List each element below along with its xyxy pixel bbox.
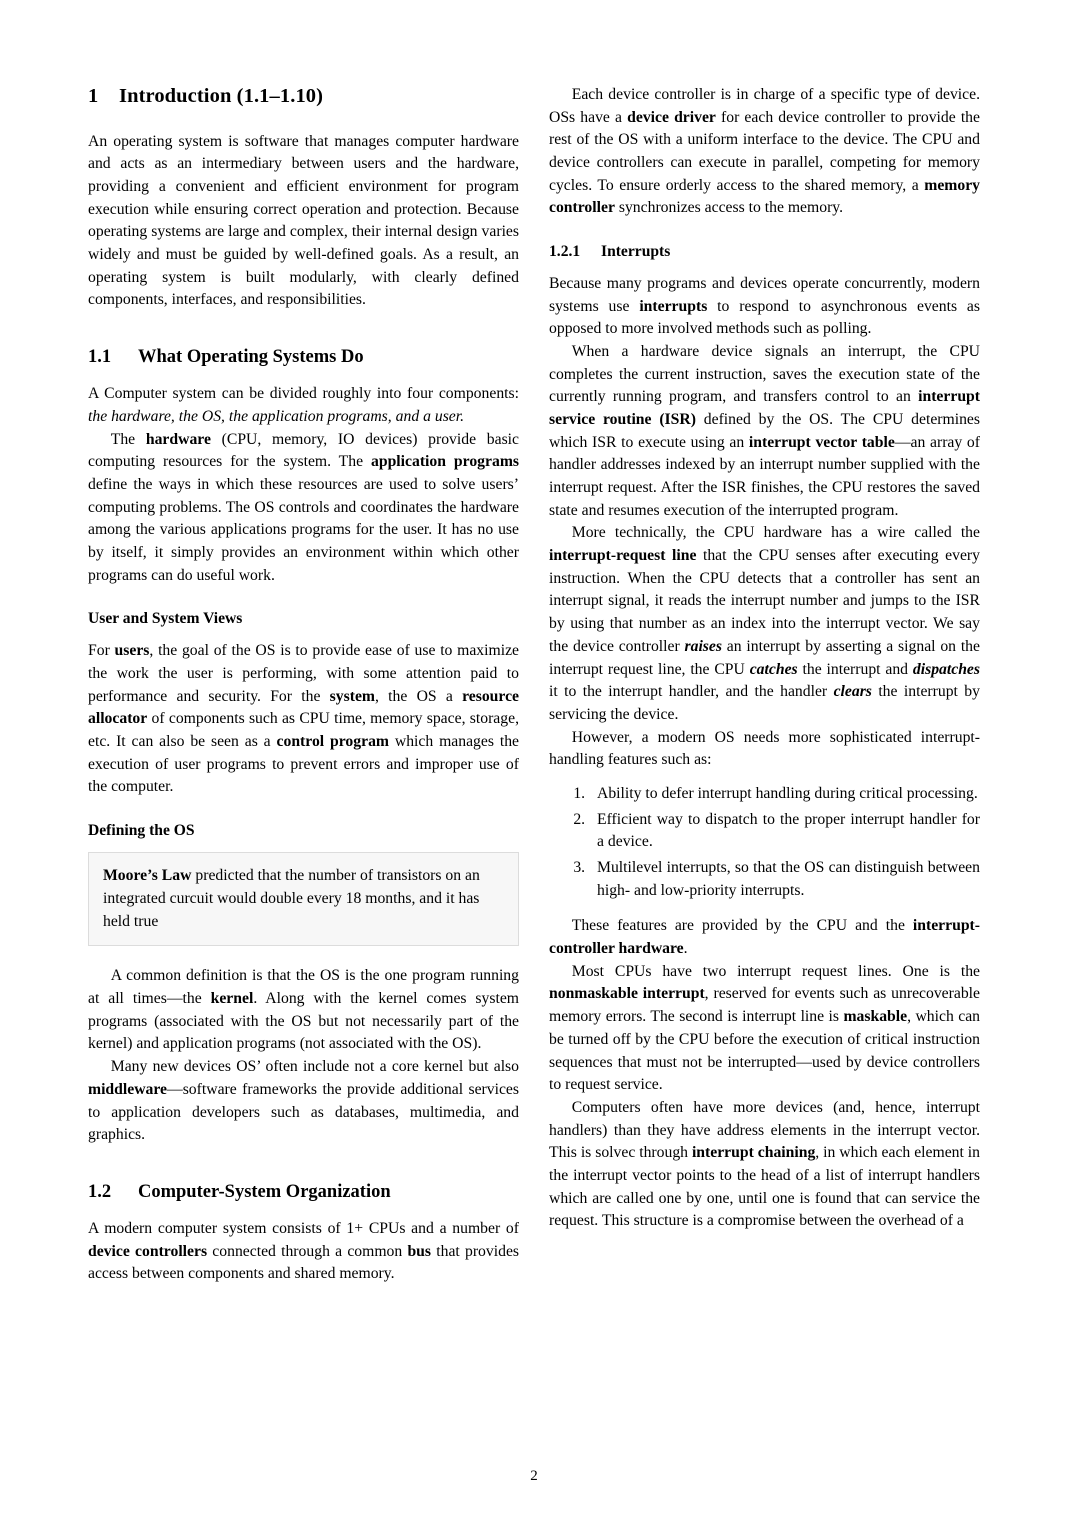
text-run: A modern computer system consists of 1+ CPUs and a number of (88, 1220, 519, 1238)
text-run: predicted that the number of transistors on an integrated curcuit would double every 18 months, and it has held true (103, 866, 480, 931)
text-run: For (88, 642, 115, 660)
text-run: define the ways in which these resources are used to solve users’ computing problems. The OS controls and coordinates the hardware among the various applications programs for the user. It has no use by itself, it simply provides an environment within which other programs can do useful work. (88, 476, 519, 584)
paragraph-most-cpus (549, 961, 980, 1097)
left-column (88, 84, 519, 1424)
paragraph-interrupt-chaining (549, 1097, 980, 1233)
subsection-heading-1-1 (88, 346, 519, 368)
term-maskable: maskable (843, 1008, 908, 1026)
paragraph-middleware (88, 1056, 519, 1147)
paragraph-views (88, 640, 519, 799)
paragraph-modern-system (88, 1218, 519, 1286)
text-run: synchronizes access to the memory. (614, 199, 844, 217)
term-interrupt-controller-hardware: interrupt-controller hardware (549, 917, 980, 958)
paragraph-hardware (88, 429, 519, 588)
list-item: 2. Efficient way to dispatch to the proper interrupt handler for a device. (589, 809, 980, 854)
text-run: Each device controller is in charge of a specific type of device. OSs have a (549, 86, 980, 126)
text-run: More technically, the CPU hardware has a wire called the (571, 524, 980, 542)
term-hardware: hardware (145, 430, 211, 448)
text-run: that provides access between components and shared memory. (88, 1242, 520, 1283)
text-run: Many new devices OS’ often include not a core kernel but also (110, 1058, 519, 1076)
text-run: , in which each element in the interrupt vector points to the head of a list of interrupt handlers which are called one by one, until one is found that can service the request. This structure is a compromise between the overhead of a (549, 1144, 980, 1230)
term-interrupts: interrupts (639, 297, 708, 315)
term-nonmaskable-interrupt: nonmaskable interrupt (549, 985, 705, 1003)
text-run: . (683, 940, 688, 958)
term-control-program: control program (276, 732, 389, 750)
term-interrupt-chaining: interrupt chaining (691, 1144, 816, 1162)
text-run: —software frameworks the provide additional services to application developers such as databases, multimedia, and graphics. (88, 1080, 519, 1144)
heading-user-and-system-views: User and System Views (88, 610, 243, 628)
features-list (549, 783, 980, 902)
text-run: that the CPU senses after executing every instruction. When the CPU detects that a controller has sent an interrupt signal, it reads the interrupt number and jumps to the ISR by using that number as an index into the interrupt vector. We say the device controller (549, 547, 980, 655)
text-run: an interrupt by asserting a signal on the interrupt request line, the CPU (549, 637, 980, 678)
callout-box-moores-law (88, 852, 519, 947)
heading-defining-the-os: Defining the OS (88, 821, 195, 839)
term-interrupt-request-line: interrupt-request line (549, 547, 697, 565)
text-run: When a hardware device signals an interrupt, the CPU completes the current instruction, saves the execution state of the currently running program, and transfers control to an (549, 342, 980, 406)
text-run: . Along with the kernel comes system programs (associated with the OS but not necessarily part of the kernel) and application programs (not associated with the OS). (88, 990, 520, 1053)
text-run: it to the interrupt handler, and the handler (549, 683, 834, 701)
text-run: defined by the OS. The CPU determines which ISR to execute using an (549, 410, 980, 451)
text-run: , reserved for events such as unrecoverable memory errors. The second is interrupt line is (549, 985, 980, 1026)
term-memory-controller: memory controller (549, 176, 980, 217)
section-title: Introduction (1.1–1.10) (119, 85, 324, 107)
text-run: —an array of handler addresses indexed by an interrupt number supplied with the interrupt request. After the ISR finishes, the CPU restores the saved state and resumes execution of the interrupted program. (549, 433, 981, 519)
term-dispatches: dispatches (912, 660, 980, 678)
term-device-controllers: device controllers (88, 1242, 208, 1260)
term-bus: bus (407, 1242, 432, 1260)
text-run: (CPU, memory, IO devices) provide basic computing resources for the system. The (88, 430, 519, 471)
text-run: Computers often have more devices (and, hence, interrupt handlers) than they have address elements in the interrupt vector. This is solvec through (549, 1098, 980, 1162)
term-users: users (114, 642, 150, 660)
text-run: These features are provided by the CPU and the (571, 917, 913, 935)
term-application-programs: application programs (371, 453, 519, 471)
page-number: 2 (530, 1468, 538, 1484)
paragraph-concurrency (549, 273, 980, 341)
term-isr: interrupt service routine (ISR) (549, 388, 980, 428)
callout-text (103, 864, 504, 934)
section-number: 1 (88, 85, 99, 107)
term-interrupt-vector-table: interrupt vector table (748, 433, 895, 451)
text-run: , the OS a (374, 687, 463, 705)
paragraph-device-controller (549, 84, 980, 220)
term-moores-law: Moore’s Law (103, 866, 192, 884)
term-kernel: kernel (210, 990, 254, 1008)
list-item: 3. Multilevel interrupts, so that the OS can distinguish between high- and low-priority interrupts. (589, 857, 980, 902)
term-system: system (329, 687, 375, 705)
paragraph-more-technically (549, 522, 980, 726)
subsection-title: What Operating Systems Do (138, 347, 364, 368)
text-run: A common definition is that the OS is the one program running at all times—the (88, 967, 519, 1008)
emphasis-components: the hardware, the OS, the application programs, and a user. (88, 407, 465, 425)
term-catches: catches (749, 660, 798, 678)
text-run: connected through a common (207, 1242, 408, 1260)
list-item: 1. Ability to defer interrupt handling during critical processing. (589, 783, 980, 806)
subsubsection-number: 1.2.1 (549, 243, 581, 261)
subsection-title: Computer-System Organization (138, 1181, 391, 1202)
paragraph-common-definition (88, 965, 519, 1056)
term-resource-allocator: resource allocator (88, 687, 519, 728)
subsection-heading-1-2 (88, 1181, 519, 1203)
subsubsection-title: Interrupts (601, 243, 671, 261)
section-heading-1 (88, 84, 519, 109)
text-run: , which can be turned off by the CPU before the execution of critical instruction sequences that must not be interrupted—used by device controllers to request service. (549, 1008, 981, 1094)
term-raises: raises (684, 637, 722, 655)
term-device-driver: device driver (627, 108, 716, 126)
paragraph-these-features (549, 915, 980, 960)
paragraph-four-components (88, 383, 519, 428)
text-run: to respond to asynchronous events as opposed to more involved methods such as polling. (549, 297, 980, 338)
subsection-number: 1.1 (88, 347, 112, 368)
paragraph-however: However, a modern OS needs more sophisticated interrupt-handling features such as: (549, 728, 980, 769)
text-run: the interrupt and (797, 660, 913, 678)
text-run: of components such as CPU time, memory space, storage, etc. It can also be seen as a (88, 710, 519, 750)
text-run: Most CPUs have two interrupt request lines. One is the (571, 962, 980, 980)
paragraph-hardware-signal (549, 341, 980, 523)
right-column (549, 84, 980, 1424)
term-middleware: middleware (88, 1080, 168, 1098)
text-run: Because many programs and devices operate concurrently, modern systems use (549, 274, 980, 315)
text-run: , the goal of the OS is to provide ease of use to maximize the work the user is performing, with some attention paid to performance and security. For the (88, 642, 519, 705)
paragraph-intro: An operating system is software that manages computer hardware and acts as an intermediary between users and the hardware, providing a convenient and efficient environment for program execution while ensuring correct operation and protection. Because operating systems are large and complex, their internal design varies widely and must be guided by well-defined goals. As a result, an operating system is built modularly, with clearly defined components, interfaces, and responsibilities. (88, 132, 519, 309)
two-column-body (88, 84, 980, 1424)
subsubsection-heading-1-2-1 (549, 243, 980, 262)
text-run: for each device controller to provide the rest of the OS with a uniform interface to the device. The CPU and device controllers can execute in parallel, competing for memory cycles. To ensure orderly access to the shared memory, a (549, 108, 980, 194)
text-run: A Computer system can be divided roughly into four components: (88, 385, 519, 403)
text-run: which manages the execution of user programs to prevent errors and improper use of the computer. (88, 732, 519, 796)
text-run: the interrupt by servicing the device. (549, 683, 980, 723)
subsection-number: 1.2 (88, 1181, 112, 1202)
text-run: The (110, 430, 146, 448)
term-clears: clears (833, 683, 872, 701)
